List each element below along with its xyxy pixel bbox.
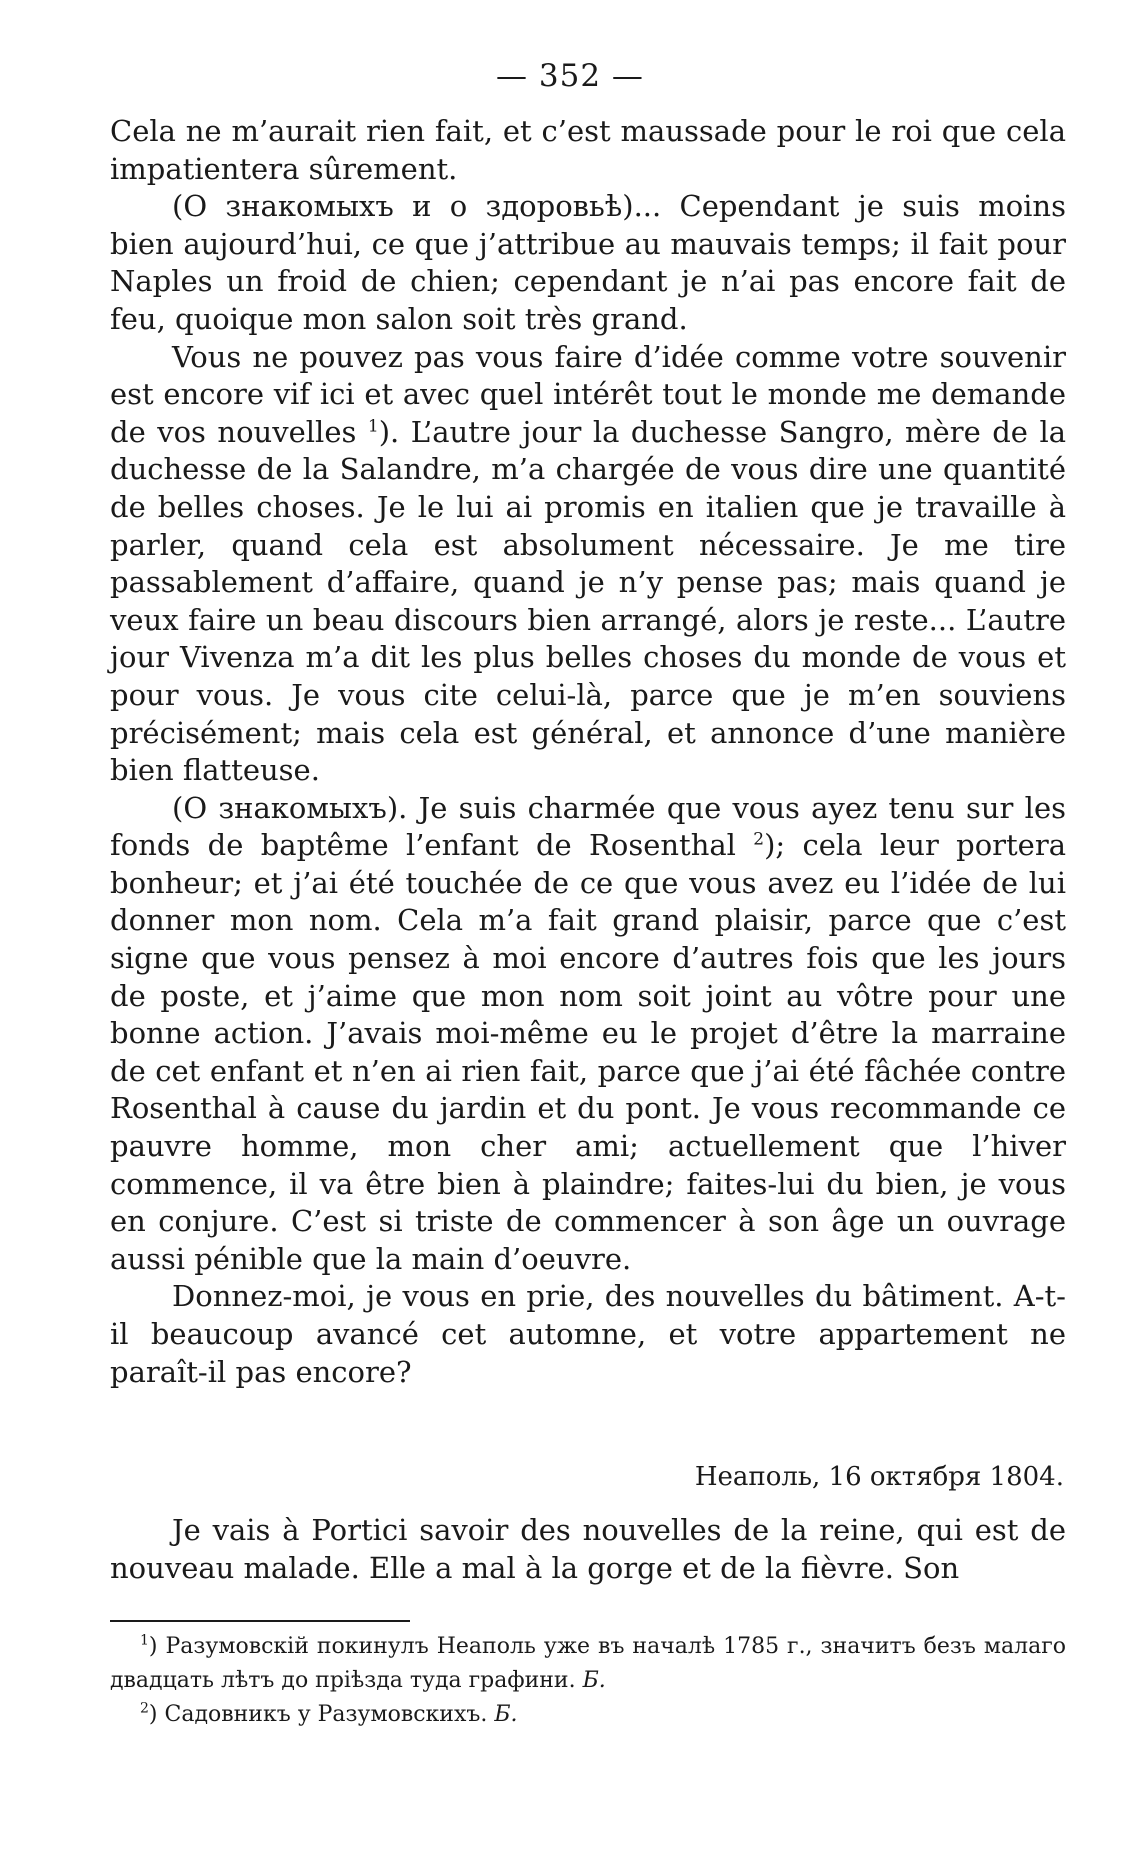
paragraph-text: Cela ne m’aurait rien fait, et c’est maussade pour le roi que cela impatientera sûrement.	[110, 114, 1066, 186]
paragraph-continuation	[110, 113, 1066, 188]
paragraph-text: ). L’autre jour la duchesse Sangro, mère de la duchesse de la Salandre, m’a chargée de vous dire une quantité de belles choses. Je le lui ai promis en italien que je travaille à parler, quand cela est absolument nécessaire. Je me tire passablement d’affaire, quand je n’y pense pas; mais quand je veux faire un beau discours bien arrangé, alors je reste... L’autre jour Vivenza m’a dit les plus belles choses du monde de vous et pour vous. Je vous cite celui-là, parce que je m’en souviens précisément; mais cela est général, et annonce d’une manière bien flatteuse.	[110, 414, 1067, 788]
paragraph-text: (О знакомыхъ). Je suis charmée que vous ayez tenu sur les fonds de baptême l’enfant de Rosenthal	[110, 790, 1066, 863]
paragraph-text: Je vais à Portici savoir des nouvelles de la reine, qui est de nouveau malade. Elle a mal à la gorge et de la fièvre. Son	[110, 1513, 1066, 1585]
footnote-reference: 1	[367, 416, 379, 437]
paragraph-text: ); cela leur portera bonheur; et j’ai été touchée de ce que vous avez eu l’idée de lui donner mon nom. Cela m’a fait grand plaisir, parce que c’est signe que vous pensez à moi encore d’autres fois que les jours de poste, et j’aime que mon nom soit joint au vôtre pour une bonne action. J’avais moi-même eu le projet d’être la marraine de cet enfant et n’en ai rien fait, parce que j’ai été fâchée contre Rosenthal à cause du jardin et du pont. Je vous recommande ce pauvre homme, mon cher ami; actuellement que l’hiver commence, il va être bien à plaindre; faites-lui du bien, je vous en conjure. C’est si triste de commencer à son âge un ouvrage aussi pénible que la main d’oeuvre.	[110, 828, 1066, 1276]
footnote-initial: Б.	[582, 1668, 606, 1693]
paragraph	[110, 188, 1066, 338]
page-number: — 352 —	[496, 58, 644, 94]
footnote-reference: 2	[753, 829, 765, 850]
footnotes	[110, 1630, 1066, 1732]
footnote	[110, 1630, 1066, 1698]
footnote-marker: 2	[140, 1700, 149, 1717]
paragraph	[110, 790, 1066, 1279]
footnote-text: ) Разумовскій покинулъ Неаполь уже въ началѣ 1785 г., значитъ безъ малаго двадцать лѣтъ до пріѣзда туда графини.	[110, 1634, 1066, 1693]
paragraph-text: Vous ne pouvez pas vous faire d’idée comme votre souvenir est encore vif ici et avec quel intérêt tout le monde me demande de vos nouvelles	[110, 339, 1066, 449]
footnote-marker: 1	[140, 1632, 149, 1649]
paragraph	[110, 1512, 1066, 1587]
footnote-divider	[110, 1620, 410, 1622]
footnote	[110, 1698, 1066, 1732]
paragraph-text: Donnez-moi, je vous en prie, des nouvelles du bâtiment. A-t-il beaucoup avancé cet automne, et votre appartement ne paraît-il pas encore?	[110, 1279, 1066, 1389]
paragraph-text: (О знакомыхъ и о здоровьѣ)... Cependant je suis moins bien aujourd’hui, ce que j’attribue au mauvais temps; il fait pour Naples un froid de chien; cependant je n’ai pas encore fait de feu, quoique mon salon soit très grand.	[110, 189, 1066, 336]
main-text-lower	[110, 1512, 1066, 1587]
footnote-text: ) Садовникъ у Разумовскихъ.	[148, 1702, 495, 1727]
paragraph	[110, 339, 1066, 790]
letter-dateline: Неаполь, 16 октября 1804.	[694, 1462, 1064, 1492]
main-text-upper	[110, 113, 1066, 1391]
paragraph	[110, 1278, 1066, 1391]
footnote-initial: Б.	[494, 1702, 518, 1727]
